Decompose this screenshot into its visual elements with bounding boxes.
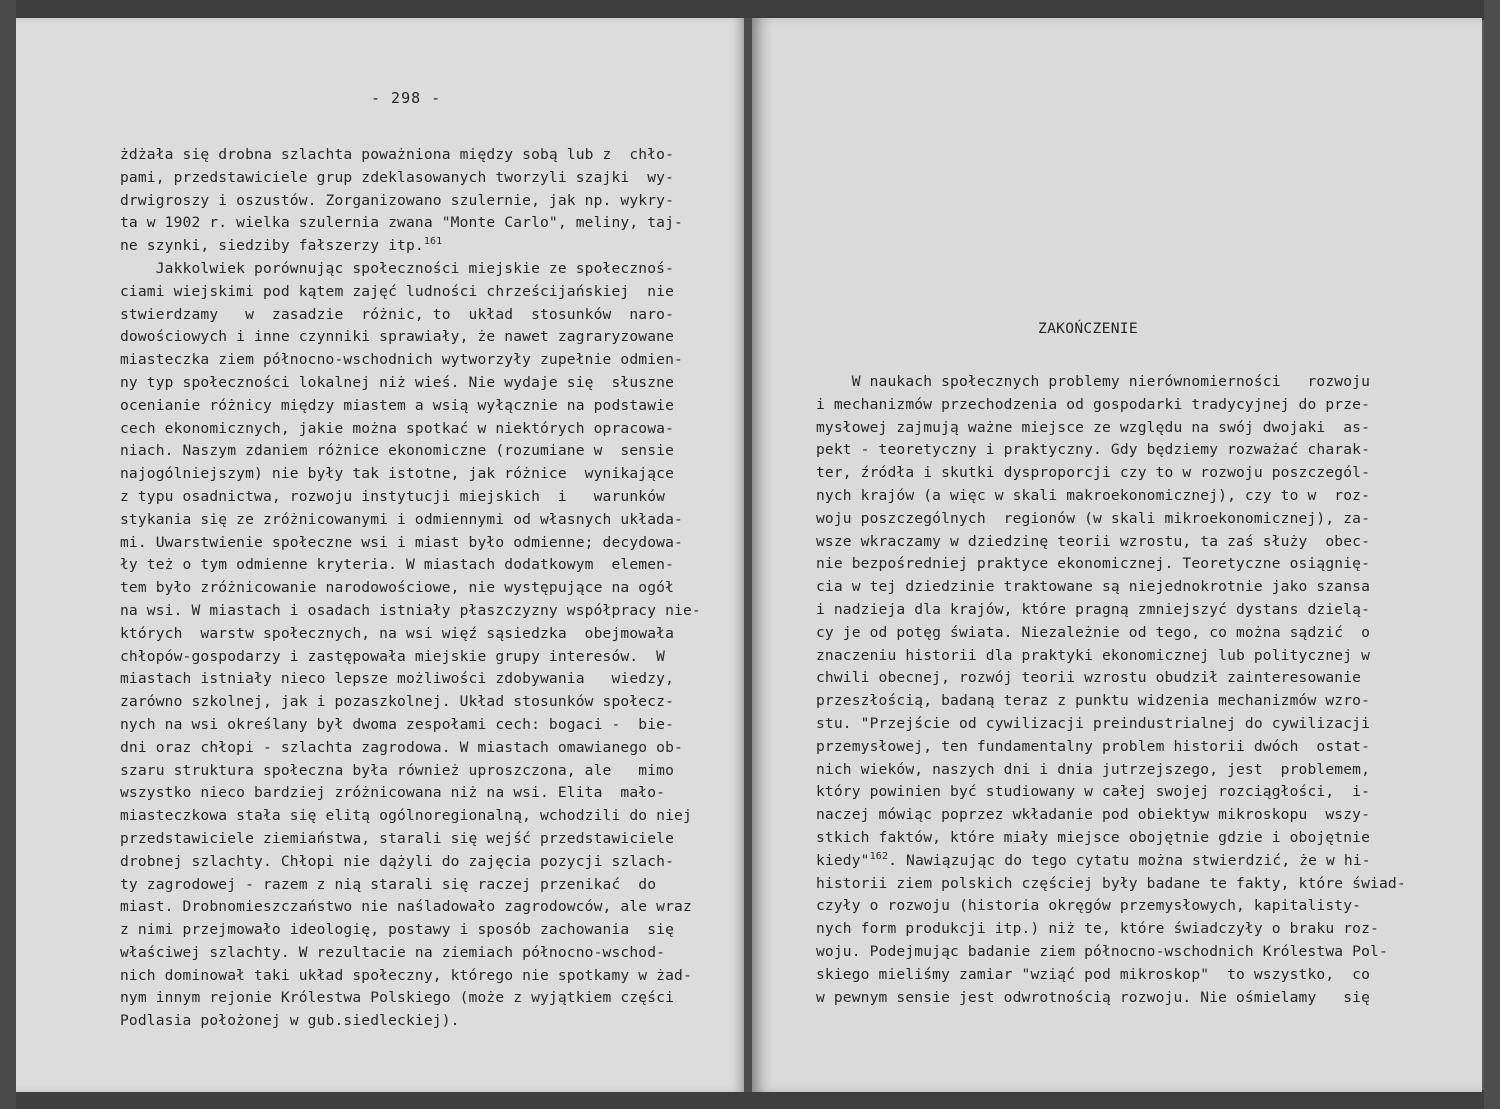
text-line: z nimi przejmowało ideologię, postawy i sposób zachowania się <box>120 921 675 939</box>
text-line: ciami wiejskimi pod kątem zajęć ludności chrześcijańskiej nie <box>120 282 675 300</box>
text-line: których warstw społecznych, na wsi więź sąsiedzka obejmowała <box>120 624 675 642</box>
text-line: ter, źródła i skutki dysproporcji czy to w rozwoju poszczegól- <box>816 464 1371 482</box>
text-line: wsze wkraczamy w dziedzinę teorii wzrostu, ta zaś służy obec- <box>816 532 1371 550</box>
page-number: - 298 - <box>371 89 442 107</box>
left-page <box>16 18 746 1092</box>
footnote-marker-162: 162 <box>869 850 889 862</box>
text-line: zarówno szkolnej, jak i pozaszkolnej. Układ stosunków społecz- <box>120 693 675 711</box>
text-line: przeszłością, badaną teraz z punktu widzenia mechanizmów wzro- <box>816 692 1371 710</box>
text-line: tem było zróżnicowanie narodowościowe, nie występujące na ogół <box>120 579 675 597</box>
text-line: miast. Drobnomieszczaństwo nie naśladowało zagrodowców, ale wraz <box>120 898 692 916</box>
right-page-body <box>816 371 1406 1009</box>
text-line: znaczeniu historii dla praktyki ekonomicznej lub politycznej w <box>816 646 1371 664</box>
text-line: czyły o rozwoju (historia okręgów przemysłowych, kapitalisty- <box>816 897 1362 915</box>
text-line-with-footnote <box>120 235 701 258</box>
text-line: drobnej szlachty. Chłopi nie dążyli do zajęcia pozycji szlach- <box>120 852 675 870</box>
text-line-with-footnote <box>816 850 1406 873</box>
text-line: pekt - teoretyczny i praktyczny. Gdy będziemy rozważać charak- <box>816 441 1371 459</box>
text-line: stwierdzamy w zasadzie różnic, to układ stosunków naro- <box>120 305 675 323</box>
text-line: dni oraz chłopi - szlachta zagrodowa. W miastach omawianego ob- <box>120 738 683 756</box>
text-line: miastach istniały nieco lepsze możliwości zdobywania wiedzy, <box>120 670 675 688</box>
text-line: cia w tej dziedzinie traktowane są niejednokrotnie jako szansa <box>816 578 1371 596</box>
text-line: ny typ społeczności lokalnej niż wieś. Nie wydaje się słuszne <box>120 373 675 391</box>
text-line: nich dominował taki układ społeczny, którego nie spotkamy w żad- <box>120 966 692 984</box>
text-line: chwili obecnej, rozwój teorii wzrostu obudził zainteresowanie <box>816 669 1362 687</box>
scan-background-left <box>0 0 16 1109</box>
text-line: mysłowej zajmują ważne miejsce ze względu na swój dwojaki as- <box>816 418 1371 436</box>
text-line: miasteczkowa stała się elitą ogólnoregionalną, wchodzili do niej <box>120 807 692 825</box>
text-line: historii ziem polskich częściej były badane te fakty, które świad- <box>816 874 1406 892</box>
text-line: przedstawiciele ziemiaństwa, starali się wejść przedstawiciele <box>120 829 675 847</box>
text-line: woju. Podejmując badanie ziem północno-wschodnich Królestwa Pol- <box>816 942 1388 960</box>
text-line: nym innym rejonie Królestwa Polskiego (może z wyjątkiem części <box>120 989 675 1007</box>
text-line: nych form produkcji itp.) niż te, które świadczyły o braku roz- <box>816 920 1379 938</box>
text-line: stykania się ze zróżnicowanymi i odmiennymi od własnych układa- <box>120 510 683 528</box>
text-line: stkich faktów, które miały miejsce obojętnie gdzie i obojętnie <box>816 828 1371 846</box>
text-line: na wsi. W miastach i osadach istniały płaszczyzny współpracy nie- <box>120 601 701 619</box>
text-line: chłopów-gospodarzy i zastępowała miejskie grupy interesów. W <box>120 647 666 665</box>
text-line: ne szynki, siedziby fałszerzy itp. <box>120 237 424 255</box>
text-line: Podlasia położonej w gub.siedleckiej). <box>120 1012 460 1030</box>
text-line: ta w 1902 r. wielka szulernia zwana "Monte Carlo", meliny, taj- <box>120 214 683 232</box>
text-line: niach. Naszym zdaniem różnice ekonomiczne (rozumiane w sensie <box>120 442 675 460</box>
text-line: mi. Uwarstwienie społeczne wsi i miast było odmienne; decydowa- <box>120 533 683 551</box>
text-line: nich wieków, naszych dni i dnia jutrzejszego, jest problemem, <box>816 760 1371 778</box>
text-line-tail: . Nawiązując do tego cytatu można stwierdzić, że w hi- <box>888 851 1371 869</box>
text-line: który powinien być studiowany w całej swojej rozciągłości, i- <box>816 783 1371 801</box>
text-line: pami, przedstawiciele grup zdeklasowanych tworzyli szajki wy- <box>120 168 675 186</box>
text-line: i mechanizmów przechodzenia od gospodarki tradycyjnej do prze- <box>816 395 1371 413</box>
right-page <box>752 18 1482 1092</box>
text-line: z typu osadnictwa, rozwoju instytucji miejskich i warunków <box>120 487 666 505</box>
text-line: cech ekonomicznych, jakie można spotkać w niektórych opracowa- <box>120 419 675 437</box>
text-line: naczej mówiąc poprzez wkładanie pod obiektyw mikroskopu wszy- <box>816 806 1371 824</box>
text-line: ły też o tym odmienne kryteria. W miastach dodatkowym elemen- <box>120 556 675 574</box>
scan-background-top <box>0 0 1500 20</box>
scan-background-bottom <box>0 1090 1500 1109</box>
text-line: Jakkolwiek porównując społeczności miejskie ze społecznoś- <box>120 259 675 277</box>
text-line: W naukach społecznych problemy nierównomierności rozwoju <box>816 373 1371 390</box>
text-line: drwigroszy i oszustów. Zorganizowano szulernie, jak np. wykry- <box>120 191 675 209</box>
text-line: stu. "Przejście od cywilizacji preindustrialnej do cywilizacji <box>816 714 1371 732</box>
text-line: woju poszczególnych regionów (w skali mikroekonomicznej), za- <box>816 509 1371 527</box>
text-line: dowościowych i inne czynniki sprawiały, że nawet zagraryzowane <box>120 328 675 346</box>
text-line: nych krajów (a więc w skali makroekonomicznej), czy to w roz- <box>816 486 1371 504</box>
text-line: w pewnym sensie jest odwrotnością rozwoju. Nie ośmielamy się <box>816 988 1371 1006</box>
scan-background-right <box>1484 0 1500 1109</box>
text-line: ocenianie różnicy między miastem a wsią wyłącznie na podstawie <box>120 396 675 414</box>
text-line: ty zagrodowej - razem z nią starali się raczej przenikać do <box>120 875 657 893</box>
text-line: szaru struktura społeczna była również uproszczona, ale mimo <box>120 761 675 779</box>
text-line: skiego mieliśmy zamiar "wziąć pod mikroskop" to wszystko, co <box>816 965 1371 983</box>
text-line: miasteczka ziem północno-wschodnich wytworzyły zupełnie odmien- <box>120 351 683 369</box>
text-line: kiedy" <box>816 851 870 869</box>
section-heading: ZAKOŃCZENIE <box>1038 320 1138 337</box>
left-page-body <box>120 144 701 1033</box>
text-line: przemysłowej, ten fundamentalny problem historii dwóch ostat- <box>816 737 1371 755</box>
footnote-marker-161: 161 <box>423 236 443 248</box>
text-line: wszystko nieco bardziej zróżnicowana niż na wsi. Elita mało- <box>120 784 666 802</box>
text-line: właściwej szlachty. W rezultacie na ziemiach północno-wschod- <box>120 943 666 961</box>
text-line: żdżała się drobna szlachta poważniona między sobą lub z chło- <box>120 146 675 163</box>
text-line: cy je od potęg świata. Niezależnie od tego, co można sądzić o <box>816 623 1371 641</box>
text-line: najogólniejszym) nie były tak istotne, jak różnice wynikające <box>120 465 675 483</box>
text-line: nie bezpośredniej praktyce ekonomicznej. Teoretyczne osiągnię- <box>816 555 1371 573</box>
text-line: i nadzieja dla krajów, które pragną zmniejszyć dystans dzielą- <box>816 600 1371 618</box>
text-line: nych na wsi określany był dwoma zespołami cech: bogaci - bie- <box>120 715 675 733</box>
